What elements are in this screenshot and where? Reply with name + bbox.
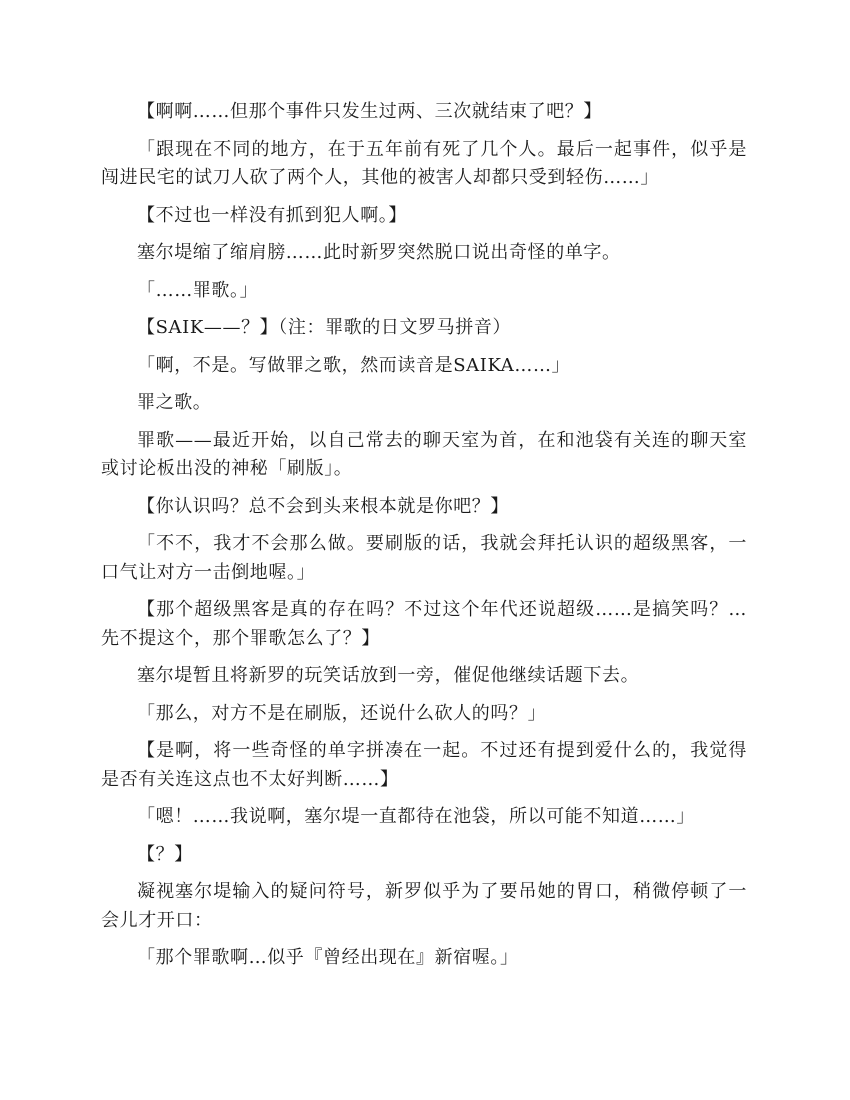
paragraph: 罪歌——最近开始，以自己常去的聊天室为首，在和池袋有关连的聊天室或讨论板出没的神秘「刷版」。 (101, 429, 747, 479)
paragraph: 塞尔堤暂且将新罗的玩笑话放到一旁，催促他继续话题下去。 (137, 665, 640, 686)
paragraph: 塞尔堤缩了缩肩膀……此时新罗突然脱口说出奇怪的单字。 (137, 242, 621, 263)
paragraph: 罪之歌。 (137, 392, 212, 413)
paragraph: 【SAIK——？】（注：罪歌的日文罗马拼音） (137, 317, 512, 338)
paragraph: 【那个超级黑客是真的存在吗？不过这个年代还说超级……是搞笑吗？…先不提这个，那个罪歌怎么了？】 (101, 599, 747, 649)
paragraph: 「啊，不是。写做罪之歌，然而读音是SAIKA……」 (137, 354, 571, 376)
paragraph: 「那么，对方不是在刷版，还说什么砍人的吗？」 (137, 702, 547, 724)
paragraph: 【是啊，将一些奇怪的单字拼凑在一起。不过还有提到爱什么的，我觉得是否有关连这点也不太好判断……】 (101, 740, 747, 790)
paragraph: 【你认识吗？总不会到头来根本就是你吧？】 (137, 495, 509, 517)
paragraph: 「……罪歌。」 (137, 279, 259, 301)
paragraph: 「不不，我才不会那么做。要刷版的话，我就会拜托认识的超级黑客，一口气让对方一击倒地喔。」 (101, 533, 747, 583)
paragraph: 【？】 (137, 843, 193, 865)
document-page (101, 98, 747, 982)
paragraph: 【不过也一样没有抓到犯人啊。】 (137, 204, 407, 226)
paragraph: 「跟现在不同的地方，在于五年前有死了几个人。最后一起事件，似乎是闯进民宅的试刀人砍了两个人，其他的被害人却都只受到轻伤……」 (101, 138, 747, 188)
paragraph: 「嗯！……我说啊，塞尔堤一直都待在池袋，所以可能不知道……」 (137, 806, 695, 827)
paragraph: 【啊啊……但那个事件只发生过两、三次就结束了吧？】 (137, 101, 602, 122)
paragraph: 凝视塞尔堤输入的疑问符号，新罗似乎为了要吊她的胃口，稍微停顿了一会儿才开口： (101, 881, 747, 931)
paragraph: 「那个罪歌啊…似乎『曾经出现在』新宿喔。」 (137, 947, 519, 968)
